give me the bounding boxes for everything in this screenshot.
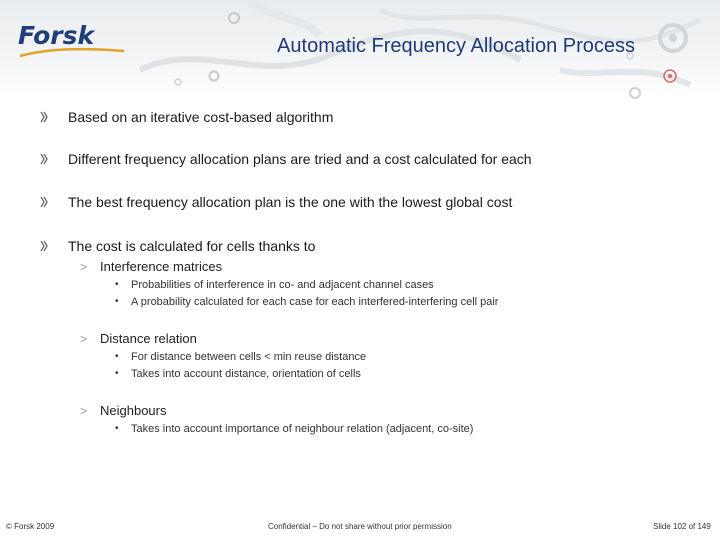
logo-swoosh-icon xyxy=(18,46,128,60)
slide-title: Automatic Frequency Allocation Process xyxy=(277,35,635,57)
sub-bullet-text: Neighbours xyxy=(100,403,167,418)
sub-bullet-text: Distance relation xyxy=(100,331,197,346)
dot-icon: • xyxy=(115,279,119,290)
double-chevron-icon xyxy=(40,240,48,252)
arrow-icon: > xyxy=(80,260,88,274)
sub-sub-bullet-text: A probability calculated for each case for each interfered-interfering cell pair xyxy=(131,296,499,308)
bullet-text: Based on an iterative cost-based algorithm xyxy=(68,109,334,125)
accent-circle-icon xyxy=(660,66,680,86)
decor-circle-icon xyxy=(627,85,643,101)
footer-slide-number: Slide 102 of 149 xyxy=(653,522,711,531)
dot-icon: • xyxy=(115,296,119,307)
arrow-icon: > xyxy=(80,332,88,346)
dot-icon: • xyxy=(115,423,119,434)
sub-sub-bullet-text: Takes into account distance, orientation of cells xyxy=(131,368,361,380)
footer-confidential: Confidential – Do not share without prior permission xyxy=(268,522,452,531)
sub-sub-bullet-text: For distance between cells < min reuse distance xyxy=(131,351,367,363)
bullet-text: The best frequency allocation plan is the one with the lowest global cost xyxy=(68,194,513,210)
double-chevron-icon xyxy=(40,153,48,165)
sub-sub-bullet-text: Takes into account importance of neighbour relation (adjacent, co-site) xyxy=(131,423,474,435)
decor-circle-icon xyxy=(172,76,184,88)
decor-circle-icon xyxy=(206,68,222,84)
decor-circle-icon xyxy=(226,10,242,26)
sub-bullet-text: Interference matrices xyxy=(100,259,223,274)
double-chevron-icon xyxy=(40,111,48,123)
logo-text: Forsk xyxy=(18,21,95,50)
dot-icon: • xyxy=(115,351,119,362)
sub-sub-bullet-text: Probabilities of interference in co- and adjacent channel cases xyxy=(131,279,434,291)
decor-target-icon xyxy=(655,20,691,56)
dot-icon: • xyxy=(115,368,119,379)
double-chevron-icon xyxy=(40,196,48,208)
arrow-icon: > xyxy=(80,404,88,418)
bullet-text: The cost is calculated for cells thanks to xyxy=(68,238,316,254)
forsk-logo xyxy=(18,22,128,58)
footer-copyright: © Forsk 2009 xyxy=(6,522,55,531)
bullet-text: Different frequency allocation plans are tried and a cost calculated for each xyxy=(68,151,532,167)
